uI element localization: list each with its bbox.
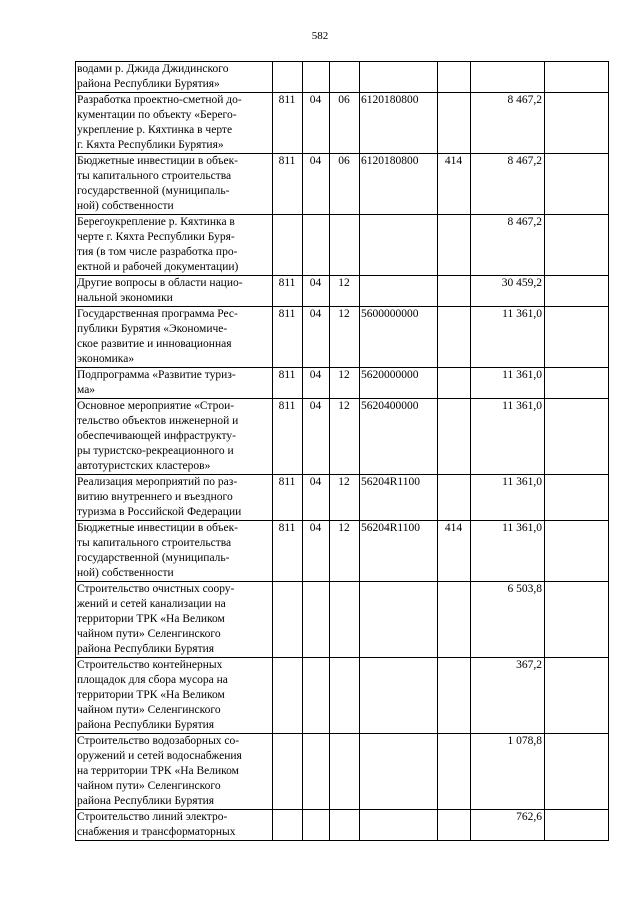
section-code-cell: 04	[303, 93, 330, 154]
expense-type-cell	[438, 215, 471, 276]
extra-empty-cell	[545, 582, 609, 658]
target-article-cell	[360, 810, 438, 841]
extra-empty-cell	[545, 658, 609, 734]
expense-type-cell	[438, 658, 471, 734]
amount-cell	[471, 62, 545, 93]
extra-empty-cell	[545, 734, 609, 810]
target-article-cell: 5600000000	[360, 307, 438, 368]
extra-empty-cell	[545, 62, 609, 93]
expense-type-cell	[438, 93, 471, 154]
row-name-cell: Подпрограмма «Развитие туриз- ма»	[76, 368, 273, 399]
amount-cell: 8 467,2	[471, 154, 545, 215]
table-row	[76, 307, 609, 368]
row-name-cell: Реализация мероприятий по раз- витию внутреннего и въездного туризма в Российской Федерации	[76, 475, 273, 521]
expense-type-cell	[438, 734, 471, 810]
table-row	[76, 734, 609, 810]
amount-cell: 8 467,2	[471, 93, 545, 154]
extra-empty-cell	[545, 93, 609, 154]
amount-cell: 6 503,8	[471, 582, 545, 658]
expense-type-cell	[438, 475, 471, 521]
subsection-code-cell	[330, 215, 360, 276]
table-row	[76, 810, 609, 841]
amount-cell: 1 078,8	[471, 734, 545, 810]
ministry-code-cell	[273, 810, 303, 841]
ministry-code-cell: 811	[273, 368, 303, 399]
section-code-cell	[303, 734, 330, 810]
table-row	[76, 582, 609, 658]
section-code-cell: 04	[303, 154, 330, 215]
ministry-code-cell: 811	[273, 307, 303, 368]
target-article-cell	[360, 276, 438, 307]
target-article-cell	[360, 734, 438, 810]
amount-cell: 367,2	[471, 658, 545, 734]
extra-empty-cell	[545, 810, 609, 841]
section-code-cell	[303, 658, 330, 734]
section-code-cell: 04	[303, 521, 330, 582]
ministry-code-cell	[273, 734, 303, 810]
row-name-cell: Бюджетные инвестиции в объек- ты капитального строительства государственной (муниципаль- ной) собственности	[76, 521, 273, 582]
table-row	[76, 276, 609, 307]
section-code-cell	[303, 582, 330, 658]
table-row	[76, 475, 609, 521]
amount-cell: 11 361,0	[471, 521, 545, 582]
row-name-cell: Бюджетные инвестиции в объек- ты капитального строительства государственной (муниципаль- ной) собственности	[76, 154, 273, 215]
subsection-code-cell: 12	[330, 399, 360, 475]
target-article-cell: 56204R1100	[360, 521, 438, 582]
ministry-code-cell: 811	[273, 154, 303, 215]
subsection-code-cell: 12	[330, 307, 360, 368]
expense-type-cell	[438, 810, 471, 841]
section-code-cell: 04	[303, 475, 330, 521]
target-article-cell: 6120180800	[360, 154, 438, 215]
expense-type-cell	[438, 582, 471, 658]
ministry-code-cell: 811	[273, 521, 303, 582]
expense-type-cell	[438, 368, 471, 399]
target-article-cell	[360, 215, 438, 276]
ministry-code-cell	[273, 215, 303, 276]
table-row	[76, 399, 609, 475]
row-name-cell: Строительство контейнерных площадок для сбора мусора на территории ТРК «На Великом чайном пути» Селенгинского района Республики Бурятия	[76, 658, 273, 734]
row-name-cell: Разработка проектно-сметной до- кументации по объекту «Берего- укрепление р. Кяхтинка в черте г. Кяхта Республики Бурятия»	[76, 93, 273, 154]
section-code-cell: 04	[303, 399, 330, 475]
ministry-code-cell	[273, 582, 303, 658]
ministry-code-cell: 811	[273, 276, 303, 307]
row-name-cell: Строительство очистных соору- жений и сетей канализации на территории ТРК «На Великом чайном пути» Селенгинского района Республики Бурятия	[76, 582, 273, 658]
amount-cell: 11 361,0	[471, 307, 545, 368]
subsection-code-cell: 12	[330, 368, 360, 399]
amount-cell: 762,6	[471, 810, 545, 841]
expense-type-cell: 414	[438, 154, 471, 215]
amount-cell: 11 361,0	[471, 399, 545, 475]
subsection-code-cell	[330, 62, 360, 93]
ministry-code-cell: 811	[273, 93, 303, 154]
amount-cell: 11 361,0	[471, 368, 545, 399]
table-row	[76, 368, 609, 399]
expense-type-cell	[438, 307, 471, 368]
table-row	[76, 93, 609, 154]
extra-empty-cell	[545, 276, 609, 307]
subsection-code-cell	[330, 582, 360, 658]
section-code-cell: 04	[303, 307, 330, 368]
ministry-code-cell: 811	[273, 399, 303, 475]
subsection-code-cell	[330, 810, 360, 841]
target-article-cell	[360, 658, 438, 734]
amount-cell: 30 459,2	[471, 276, 545, 307]
table-row	[76, 658, 609, 734]
ministry-code-cell	[273, 658, 303, 734]
expense-type-cell	[438, 276, 471, 307]
section-code-cell	[303, 62, 330, 93]
subsection-code-cell: 06	[330, 93, 360, 154]
subsection-code-cell: 12	[330, 521, 360, 582]
row-name-cell: Другие вопросы в области нацио- нальной экономики	[76, 276, 273, 307]
table-row	[76, 154, 609, 215]
row-name-cell: водами р. Джида Джидинского района Республики Бурятия»	[76, 62, 273, 93]
extra-empty-cell	[545, 399, 609, 475]
row-name-cell: Государственная программа Рес- публики Бурятия «Экономиче- ское развитие и инновационная экономика»	[76, 307, 273, 368]
section-code-cell	[303, 215, 330, 276]
row-name-cell: Строительство линий электро- снабжения и трансформаторных	[76, 810, 273, 841]
budget-table-body	[76, 62, 609, 841]
section-code-cell: 04	[303, 276, 330, 307]
extra-empty-cell	[545, 307, 609, 368]
target-article-cell: 5620000000	[360, 368, 438, 399]
expense-type-cell	[438, 399, 471, 475]
subsection-code-cell: 06	[330, 154, 360, 215]
section-code-cell: 04	[303, 368, 330, 399]
expense-type-cell	[438, 62, 471, 93]
extra-empty-cell	[545, 368, 609, 399]
ministry-code-cell	[273, 62, 303, 93]
row-name-cell: Основное мероприятие «Строи- тельство объектов инженерной и обеспечивающей инфраструкту- ры туристско-рекреационного и автотуристских кластеров»	[76, 399, 273, 475]
ministry-code-cell: 811	[273, 475, 303, 521]
amount-cell: 11 361,0	[471, 475, 545, 521]
table-row	[76, 215, 609, 276]
extra-empty-cell	[545, 215, 609, 276]
expense-type-cell: 414	[438, 521, 471, 582]
page-number: 582	[311, 30, 329, 42]
amount-cell: 8 467,2	[471, 215, 545, 276]
subsection-code-cell: 12	[330, 475, 360, 521]
extra-empty-cell	[545, 521, 609, 582]
extra-empty-cell	[545, 475, 609, 521]
table-row	[76, 521, 609, 582]
budget-table	[75, 61, 609, 841]
target-article-cell	[360, 62, 438, 93]
subsection-code-cell: 12	[330, 276, 360, 307]
row-name-cell: Строительство водозаборных со- оружений и сетей водоснабжения на территории ТРК «На Великом чайном пути» Селенгинского района Республики Бурятия	[76, 734, 273, 810]
extra-empty-cell	[545, 154, 609, 215]
target-article-cell: 6120180800	[360, 93, 438, 154]
table-row	[76, 62, 609, 93]
target-article-cell: 5620400000	[360, 399, 438, 475]
target-article-cell	[360, 582, 438, 658]
row-name-cell: Берегоукрепление р. Кяхтинка в черте г. Кяхта Республики Буря- тия (в том числе разработка про- ектной и рабочей документации)	[76, 215, 273, 276]
section-code-cell	[303, 810, 330, 841]
subsection-code-cell	[330, 734, 360, 810]
subsection-code-cell	[330, 658, 360, 734]
target-article-cell: 56204R1100	[360, 475, 438, 521]
